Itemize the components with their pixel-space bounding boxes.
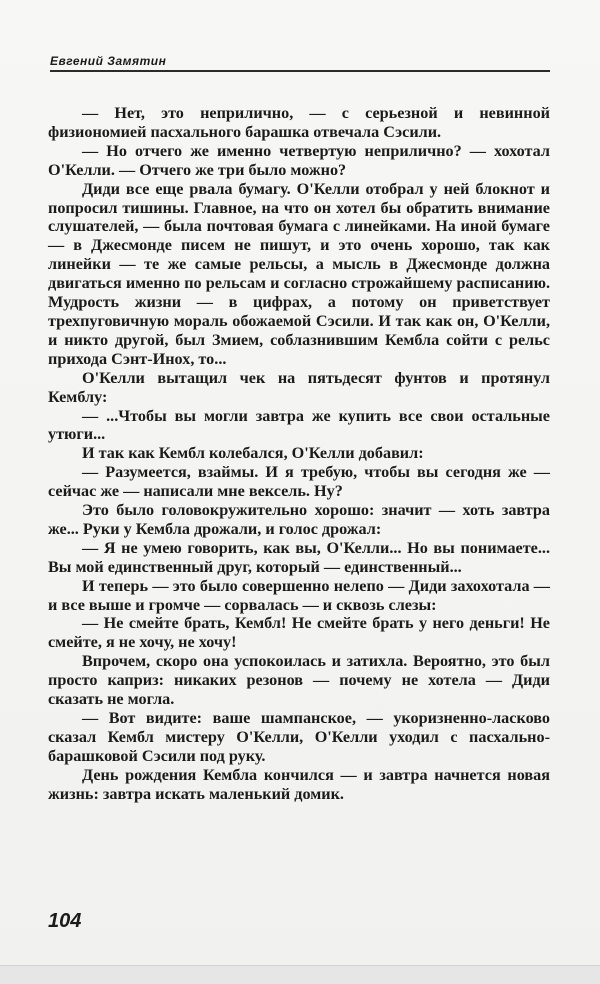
paragraph: — Нет, это неприлично, — с серьезной и невинной физиономией пасхального барашка отвечала Сэсили. xyxy=(48,104,550,141)
paragraph: Впрочем, скоро она успокоилась и затихла. Вероятно, это был просто каприз: никаких резонов — почему не хотела — Диди сказать не могла. xyxy=(48,652,550,709)
header-author: Евгений Замятин xyxy=(50,54,167,68)
page-number: 104 xyxy=(48,910,82,932)
paragraph: Диди все еще рвала бумагу. О'Келли отобрал у ней блокнот и попросил тишины. Главное, на что он хотел бы обратить внимание слушателей, — была почтовая бумага с линейками. На иной бумаге — в Джесмонде писем не пишут, и это очень хорошо, так как линейки — те же самые рельсы, а мысль в Джесмонде должна двигаться именно по рельсам и согласно строжайшему расписанию. Мудрость жизни — в цифрах, а потому он приветствует трехпуговичную мораль обожаемой Сэсили. И так как он, О'Келли, и никто другой, был Змием, соблазнившим Кембла сойти с рельс прихода Сэнт-Инох, то... xyxy=(48,179,550,368)
paragraph: И так как Кембл колебался, О'Келли добавил: xyxy=(82,444,424,463)
paragraph: — Но отчего же именно четвертую неприлично? — хохотал О'Келли. — Отчего же три было можно? xyxy=(48,141,550,179)
paragraph: — Не смейте брать, Кембл! Не смейте брать у него деньги! Не смейте, я не хочу, не хочу! xyxy=(48,614,550,652)
paragraph: О'Келли вытащил чек на пятьдесят фунтов и протянул Кемблу: xyxy=(48,368,550,406)
paragraph: И теперь — это было совершенно нелепо — Диди захохотала — и все выше и громче — сорвалась — и сквозь слезы: xyxy=(48,576,550,614)
body-text xyxy=(48,104,550,804)
paragraph: — Вот видите: ваше шампанское, — укоризненно-ласково сказал Кембл мистеру О'Келли, О'Келли уходил с пасхально-барашковой Сэсили под руку. xyxy=(48,709,550,765)
paragraph: — ...Чтобы вы могли завтра же купить все свои остальные утюги... xyxy=(48,406,550,444)
viewer-bottom-strip xyxy=(0,965,600,984)
paragraph: День рождения Кембла кончился — и завтра начнется новая жизнь: завтра искать маленький домик. xyxy=(48,765,550,803)
paragraph: — Я не умею говорить, как вы, О'Келли... Но вы понимаете... Вы мой единственный друг, который — единственный... xyxy=(48,538,550,576)
paragraph: Это было головокружительно хорошо: значит — хоть завтра же... Руки у Кембла дрожали, и голос дрожал: xyxy=(48,501,550,538)
running-header xyxy=(50,54,550,72)
paragraph: — Разумеется, взаймы. И я требую, чтобы вы сегодня же — сейчас же — написали мне вексель. Ну? xyxy=(48,463,550,501)
